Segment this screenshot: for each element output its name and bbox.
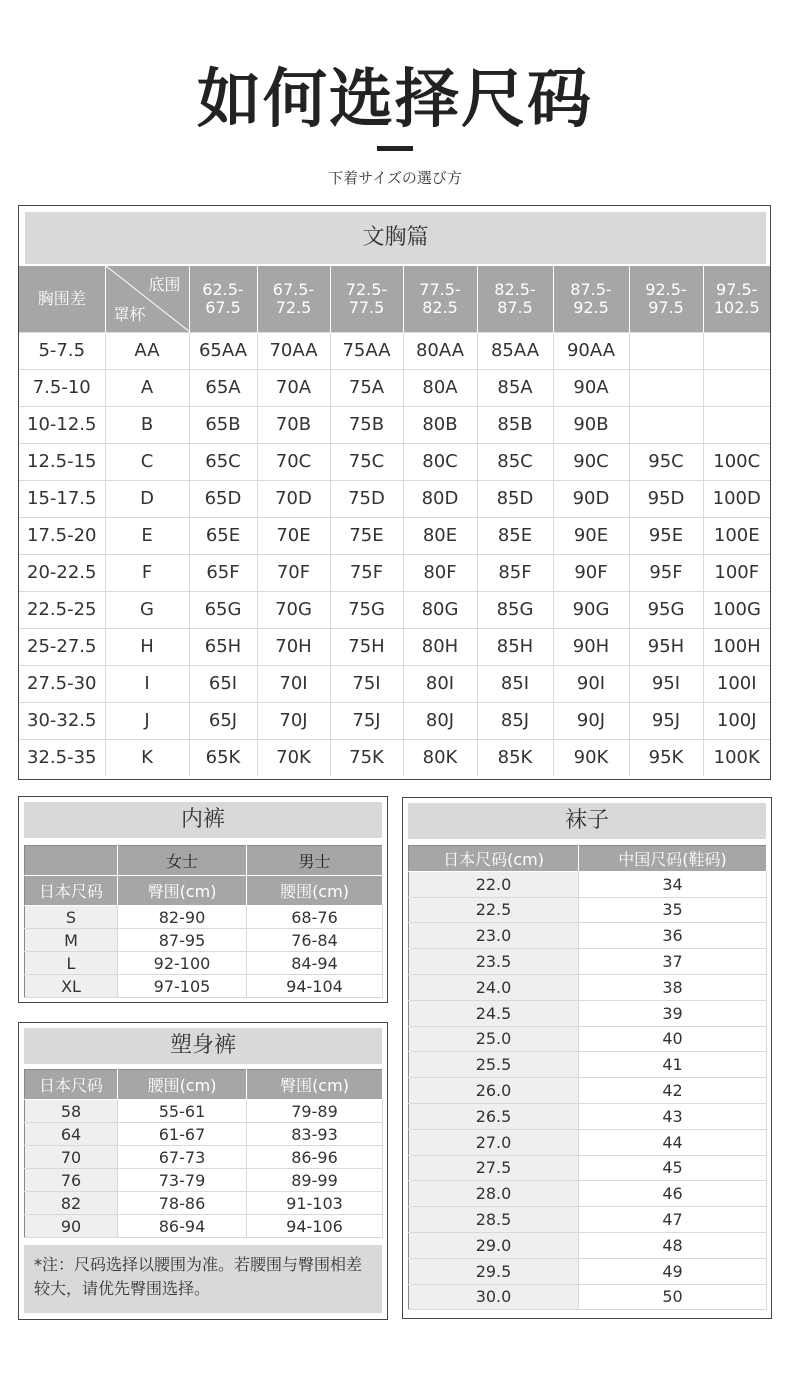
- bra-size-panel: [18, 205, 771, 780]
- bra-row: [19, 739, 770, 776]
- underwear-panel-title: 内裤: [24, 802, 382, 838]
- socks-row: [409, 1078, 767, 1104]
- bust-diff-cell: 27.5-30: [19, 665, 105, 702]
- bra-row: [19, 628, 770, 665]
- bra-size-cell: [629, 332, 703, 369]
- bra-size-cell: 80F: [403, 554, 477, 591]
- bra-size-cell: 85E: [477, 517, 553, 554]
- socks-row: [409, 1129, 767, 1155]
- table-cell: 82: [25, 1192, 118, 1215]
- bra-size-cell: 75C: [330, 443, 403, 480]
- table-cell: 34: [579, 871, 767, 897]
- bra-size-cell: 85K: [477, 739, 553, 776]
- column-header: 腰围(cm): [247, 876, 383, 906]
- bra-size-cell: 75K: [330, 739, 403, 776]
- bra-size-cell: 80K: [403, 739, 477, 776]
- bra-size-cell: 65I: [189, 665, 257, 702]
- bra-size-cell: 100F: [703, 554, 770, 591]
- table-cell: 25.5: [409, 1052, 579, 1078]
- table-cell: S: [25, 906, 118, 929]
- bust-diff-cell: 5-7.5: [19, 332, 105, 369]
- bra-size-cell: 65A: [189, 369, 257, 406]
- bust-diff-cell: 15-17.5: [19, 480, 105, 517]
- bra-size-cell: [629, 369, 703, 406]
- column-header: 中国尺码(鞋码): [579, 846, 767, 872]
- underwear-row: [25, 952, 383, 975]
- underwear-row: [25, 975, 383, 998]
- socks-row: [409, 923, 767, 949]
- table-cell: 84-94: [247, 952, 383, 975]
- bra-size-cell: 70G: [257, 591, 330, 628]
- bra-size-cell: 80I: [403, 665, 477, 702]
- bra-size-cell: 90AA: [553, 332, 629, 369]
- table-cell: 86-94: [118, 1215, 247, 1238]
- bra-size-cell: 65K: [189, 739, 257, 776]
- bra-size-cell: 85I: [477, 665, 553, 702]
- table-cell: 24.0: [409, 974, 579, 1000]
- bra-size-cell: 85D: [477, 480, 553, 517]
- bra-size-cell: 90A: [553, 369, 629, 406]
- table-cell: 61-67: [118, 1123, 247, 1146]
- socks-row: [409, 1000, 767, 1026]
- shapewear-row: [25, 1100, 383, 1123]
- bra-size-cell: 65AA: [189, 332, 257, 369]
- bust-diff-cell: 10-12.5: [19, 406, 105, 443]
- socks-row: [409, 1103, 767, 1129]
- bra-size-cell: 85C: [477, 443, 553, 480]
- cup-label: 罩杯: [113, 304, 146, 324]
- group-header-cell: 男士: [247, 846, 383, 876]
- table-cell: 55-61: [118, 1100, 247, 1123]
- socks-row: [409, 1207, 767, 1233]
- bust-diff-cell: 12.5-15: [19, 443, 105, 480]
- bra-size-cell: 100G: [703, 591, 770, 628]
- socks-header-row: [409, 846, 767, 872]
- bra-size-cell: 100C: [703, 443, 770, 480]
- shapewear-panel-title: 塑身裤: [24, 1028, 382, 1064]
- bra-size-cell: 90J: [553, 702, 629, 739]
- bust-diff-cell: 30-32.5: [19, 702, 105, 739]
- table-cell: 50: [579, 1284, 767, 1310]
- socks-row: [409, 1026, 767, 1052]
- table-cell: 26.0: [409, 1078, 579, 1104]
- column-header: 臀围(cm): [118, 876, 247, 906]
- column-header: 日本尺码(cm): [409, 846, 579, 872]
- bra-row: [19, 443, 770, 480]
- bra-size-cell: 70I: [257, 665, 330, 702]
- table-cell: 94-106: [247, 1215, 383, 1238]
- bra-size-cell: 65B: [189, 406, 257, 443]
- bra-size-cell: 70A: [257, 369, 330, 406]
- band-header: 67.5- 72.5: [257, 266, 330, 332]
- bra-size-cell: 95C: [629, 443, 703, 480]
- cup-cell: AA: [105, 332, 189, 369]
- bra-size-cell: 65C: [189, 443, 257, 480]
- bra-size-cell: 100H: [703, 628, 770, 665]
- socks-row: [409, 1181, 767, 1207]
- table-cell: 68-76: [247, 906, 383, 929]
- bra-size-cell: 85A: [477, 369, 553, 406]
- shapewear-header-row: [25, 1070, 383, 1100]
- table-cell: XL: [25, 975, 118, 998]
- cup-cell: A: [105, 369, 189, 406]
- bust-diff-cell: 7.5-10: [19, 369, 105, 406]
- bra-size-cell: 95J: [629, 702, 703, 739]
- bra-size-cell: 90C: [553, 443, 629, 480]
- table-cell: 97-105: [118, 975, 247, 998]
- underwear-row: [25, 906, 383, 929]
- bra-header-row: [19, 266, 770, 332]
- bra-row: [19, 665, 770, 702]
- underwear-size-panel: [18, 796, 388, 1003]
- shapewear-size-panel: [18, 1022, 388, 1320]
- bra-corner-header: [105, 266, 189, 332]
- band-header: 97.5- 102.5: [703, 266, 770, 332]
- table-cell: 40: [579, 1026, 767, 1052]
- socks-row: [409, 1258, 767, 1284]
- table-cell: 70: [25, 1146, 118, 1169]
- bra-row: [19, 702, 770, 739]
- table-cell: 29.5: [409, 1258, 579, 1284]
- table-cell: 58: [25, 1100, 118, 1123]
- bra-size-cell: 85H: [477, 628, 553, 665]
- table-cell: 90: [25, 1215, 118, 1238]
- bra-size-cell: 70B: [257, 406, 330, 443]
- bra-size-cell: 70H: [257, 628, 330, 665]
- socks-row: [409, 1052, 767, 1078]
- table-cell: 49: [579, 1258, 767, 1284]
- bra-row: [19, 480, 770, 517]
- cup-cell: C: [105, 443, 189, 480]
- table-cell: 73-79: [118, 1169, 247, 1192]
- bra-size-cell: 65F: [189, 554, 257, 591]
- table-cell: 67-73: [118, 1146, 247, 1169]
- table-cell: 45: [579, 1155, 767, 1181]
- shapewear-row: [25, 1123, 383, 1146]
- bra-size-cell: 95H: [629, 628, 703, 665]
- table-cell: 86-96: [247, 1146, 383, 1169]
- cup-cell: F: [105, 554, 189, 591]
- bra-row: [19, 591, 770, 628]
- socks-row: [409, 1284, 767, 1310]
- table-cell: 82-90: [118, 906, 247, 929]
- bra-size-cell: 100K: [703, 739, 770, 776]
- column-header: 日本尺码: [25, 1070, 118, 1100]
- table-cell: 23.5: [409, 949, 579, 975]
- socks-size-table: [408, 845, 767, 1310]
- band-header: 77.5- 82.5: [403, 266, 477, 332]
- bra-size-cell: 70C: [257, 443, 330, 480]
- table-cell: 41: [579, 1052, 767, 1078]
- table-cell: 39: [579, 1000, 767, 1026]
- socks-row: [409, 1155, 767, 1181]
- bra-size-cell: 80C: [403, 443, 477, 480]
- bra-size-cell: 90G: [553, 591, 629, 628]
- bra-size-cell: 90E: [553, 517, 629, 554]
- table-cell: 64: [25, 1123, 118, 1146]
- bra-size-cell: 80AA: [403, 332, 477, 369]
- column-header: 臀围(cm): [247, 1070, 383, 1100]
- band-header: 92.5- 97.5: [629, 266, 703, 332]
- socks-size-panel: [402, 797, 772, 1319]
- cup-cell: B: [105, 406, 189, 443]
- table-cell: 23.0: [409, 923, 579, 949]
- bra-size-cell: 95D: [629, 480, 703, 517]
- bra-size-cell: 75I: [330, 665, 403, 702]
- table-cell: 22.5: [409, 897, 579, 923]
- bra-size-cell: 70AA: [257, 332, 330, 369]
- table-cell: 27.0: [409, 1129, 579, 1155]
- table-cell: 91-103: [247, 1192, 383, 1215]
- table-cell: 83-93: [247, 1123, 383, 1146]
- cup-cell: K: [105, 739, 189, 776]
- table-cell: 29.0: [409, 1232, 579, 1258]
- bra-size-cell: 100I: [703, 665, 770, 702]
- bra-size-cell: 65H: [189, 628, 257, 665]
- bra-size-cell: 80J: [403, 702, 477, 739]
- bra-size-cell: 95K: [629, 739, 703, 776]
- bra-size-cell: 70D: [257, 480, 330, 517]
- table-cell: 87-95: [118, 929, 247, 952]
- column-header: 日本尺码: [25, 876, 118, 906]
- table-cell: 28.0: [409, 1181, 579, 1207]
- bra-size-cell: 95I: [629, 665, 703, 702]
- bra-size-cell: 95E: [629, 517, 703, 554]
- table-cell: 25.0: [409, 1026, 579, 1052]
- bust-diff-cell: 25-27.5: [19, 628, 105, 665]
- band-header: 72.5- 77.5: [330, 266, 403, 332]
- cup-cell: J: [105, 702, 189, 739]
- bra-size-cell: 100J: [703, 702, 770, 739]
- cup-cell: H: [105, 628, 189, 665]
- table-cell: 76: [25, 1169, 118, 1192]
- bra-size-cell: 90F: [553, 554, 629, 591]
- bra-size-cell: 75D: [330, 480, 403, 517]
- bra-size-cell: 70E: [257, 517, 330, 554]
- bra-size-cell: 80A: [403, 369, 477, 406]
- column-header: 腰围(cm): [118, 1070, 247, 1100]
- table-cell: 30.0: [409, 1284, 579, 1310]
- bra-row: [19, 517, 770, 554]
- bra-size-cell: 75J: [330, 702, 403, 739]
- bra-size-cell: 90H: [553, 628, 629, 665]
- bra-size-cell: 65E: [189, 517, 257, 554]
- table-cell: 35: [579, 897, 767, 923]
- socks-row: [409, 949, 767, 975]
- cup-cell: D: [105, 480, 189, 517]
- bra-size-cell: 70J: [257, 702, 330, 739]
- table-cell: 42: [579, 1078, 767, 1104]
- table-cell: 89-99: [247, 1169, 383, 1192]
- table-cell: 47: [579, 1207, 767, 1233]
- bra-panel-title: 文胸篇: [25, 212, 766, 264]
- shapewear-row: [25, 1215, 383, 1238]
- bra-size-cell: 80H: [403, 628, 477, 665]
- socks-panel-title: 袜子: [408, 803, 766, 839]
- bra-size-cell: 80D: [403, 480, 477, 517]
- group-header-cell: [25, 846, 118, 876]
- bra-size-cell: 75G: [330, 591, 403, 628]
- socks-row: [409, 974, 767, 1000]
- bra-size-cell: [703, 406, 770, 443]
- bra-size-cell: 95G: [629, 591, 703, 628]
- table-cell: 37: [579, 949, 767, 975]
- band-header: 87.5- 92.5: [553, 266, 629, 332]
- bra-size-cell: 75B: [330, 406, 403, 443]
- underwear-size-table: [24, 845, 383, 998]
- table-cell: 26.5: [409, 1103, 579, 1129]
- bra-size-cell: 70K: [257, 739, 330, 776]
- bra-size-cell: 85AA: [477, 332, 553, 369]
- bra-diff-header: 胸围差: [19, 266, 105, 332]
- socks-row: [409, 871, 767, 897]
- bra-size-cell: 85G: [477, 591, 553, 628]
- page-subtitle: 下着サイズの選び方: [328, 169, 462, 187]
- table-cell: 92-100: [118, 952, 247, 975]
- bra-row: [19, 554, 770, 591]
- bra-size-cell: 65D: [189, 480, 257, 517]
- page-title: 如何选择尺码: [197, 63, 593, 137]
- underwear-group-header-row: [25, 846, 383, 876]
- bra-size-cell: 80G: [403, 591, 477, 628]
- bra-size-table: [19, 266, 770, 776]
- bra-size-cell: 90D: [553, 480, 629, 517]
- bra-row: [19, 406, 770, 443]
- table-cell: 38: [579, 974, 767, 1000]
- bust-diff-cell: 17.5-20: [19, 517, 105, 554]
- bra-row: [19, 332, 770, 369]
- bra-size-cell: 75E: [330, 517, 403, 554]
- table-cell: 27.5: [409, 1155, 579, 1181]
- bra-size-cell: [703, 332, 770, 369]
- bra-size-cell: 90B: [553, 406, 629, 443]
- underwear-row: [25, 929, 383, 952]
- bra-size-cell: [703, 369, 770, 406]
- table-cell: 78-86: [118, 1192, 247, 1215]
- shapewear-row: [25, 1169, 383, 1192]
- bra-row: [19, 369, 770, 406]
- bust-diff-cell: 20-22.5: [19, 554, 105, 591]
- table-cell: 76-84: [247, 929, 383, 952]
- bra-size-cell: 65J: [189, 702, 257, 739]
- band-label: 底围: [148, 275, 181, 294]
- table-cell: L: [25, 952, 118, 975]
- bra-size-cell: 75A: [330, 369, 403, 406]
- table-cell: 94-104: [247, 975, 383, 998]
- band-header: 62.5- 67.5: [189, 266, 257, 332]
- shapewear-row: [25, 1192, 383, 1215]
- bra-size-cell: 75AA: [330, 332, 403, 369]
- bra-size-cell: 90I: [553, 665, 629, 702]
- band-header: 82.5- 87.5: [477, 266, 553, 332]
- socks-row: [409, 1232, 767, 1258]
- bra-size-cell: 75H: [330, 628, 403, 665]
- table-cell: 79-89: [247, 1100, 383, 1123]
- bra-size-cell: 85J: [477, 702, 553, 739]
- bra-size-cell: 65G: [189, 591, 257, 628]
- table-cell: 44: [579, 1129, 767, 1155]
- table-cell: 46: [579, 1181, 767, 1207]
- bra-size-cell: 80E: [403, 517, 477, 554]
- bra-size-cell: 70F: [257, 554, 330, 591]
- bust-diff-cell: 22.5-25: [19, 591, 105, 628]
- table-cell: 48: [579, 1232, 767, 1258]
- table-cell: 43: [579, 1103, 767, 1129]
- bra-size-cell: 100E: [703, 517, 770, 554]
- shapewear-note: *注：尺码选择以腰围为准。若腰围与臀围相差较大，请优先臀围选择。: [24, 1245, 382, 1313]
- cup-cell: G: [105, 591, 189, 628]
- bra-size-cell: 100D: [703, 480, 770, 517]
- socks-row: [409, 897, 767, 923]
- table-cell: M: [25, 929, 118, 952]
- table-cell: 36: [579, 923, 767, 949]
- bra-size-cell: 85F: [477, 554, 553, 591]
- table-cell: 28.5: [409, 1207, 579, 1233]
- cup-cell: I: [105, 665, 189, 702]
- shapewear-row: [25, 1146, 383, 1169]
- title-underline: [377, 146, 413, 151]
- underwear-header-row: [25, 876, 383, 906]
- bra-size-cell: 80B: [403, 406, 477, 443]
- shapewear-size-table: [24, 1069, 383, 1238]
- cup-cell: E: [105, 517, 189, 554]
- bra-size-cell: 75F: [330, 554, 403, 591]
- bra-size-cell: 90K: [553, 739, 629, 776]
- bust-diff-cell: 32.5-35: [19, 739, 105, 776]
- bra-size-cell: 95F: [629, 554, 703, 591]
- group-header-cell: 女士: [118, 846, 247, 876]
- table-cell: 24.5: [409, 1000, 579, 1026]
- bra-size-cell: 85B: [477, 406, 553, 443]
- bra-size-cell: [629, 406, 703, 443]
- table-cell: 22.0: [409, 871, 579, 897]
